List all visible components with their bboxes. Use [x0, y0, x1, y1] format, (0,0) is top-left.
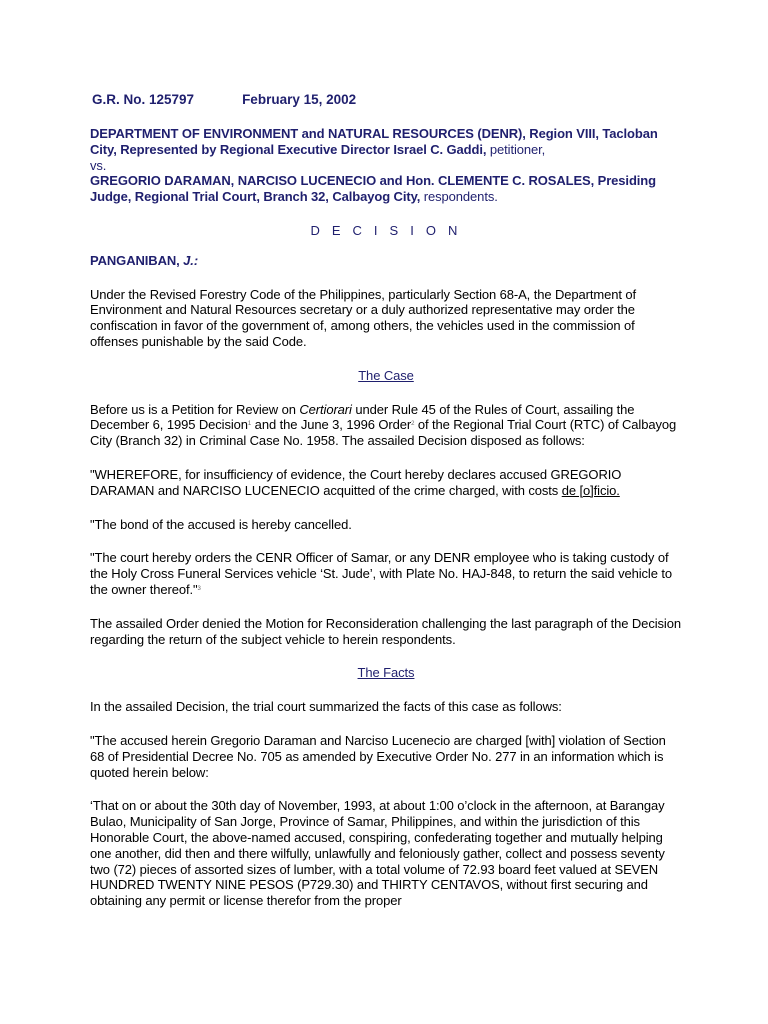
petitioner-name: DEPARTMENT OF ENVIRONMENT and NATURAL RESOURCES (DENR), Region VIII, Tacloban City, Represented by Regional Executive Director Israel C. Gaddi, — [90, 126, 658, 157]
case-text-1: Before us is a Petition for Review on — [90, 401, 300, 417]
order-paragraph: The assailed Order denied the Motion for Reconsideration challenging the last paragraph of the Decision regarding the return of the subject vehicle to herein respondents. — [90, 615, 681, 647]
facts-information: ‘That on or about the 30th day of November, 1993, at about 1:00 o’clock in the afternoon, at Barangay Bulao, Municipality of San Jorge, Province of Samar, Philippines, and within the jurisdiction of this Honorable Court, the above-named accused, conspiring, confederating together and mutually helping one another, did then and there wilfully, unlawfully and feloniously gather, collect and possess seventy two (72) pieces of assorted sizes of lumber, with a total volume of 72.93 board feet valued at SEVEN HUNDRED TWENTY NINE PESOS (P729.30) and THIRTY CENTAVOS, without first securing and obtaining any permit or license therefor from the proper — [90, 798, 665, 909]
ponente-suffix: J.: — [183, 252, 199, 268]
ponente — [90, 253, 682, 269]
quote-wherefore — [90, 467, 682, 499]
facts-intro: In the assailed Decision, the trial court summarized the facts of this case as follows: — [90, 699, 562, 715]
decision-title: D E C I S I O N — [310, 222, 462, 238]
versus-label: vs. — [90, 157, 107, 173]
gr-number: G.R. No. 125797 — [92, 92, 195, 107]
document-body — [90, 126, 682, 909]
case-paragraph — [90, 402, 682, 449]
petitioner-role: petitioner, — [486, 141, 546, 157]
case-text-3: and the June 3, 1996 Order — [251, 417, 412, 433]
decision-date: February 15, 2002 — [242, 92, 357, 107]
petitioner-block — [90, 126, 682, 205]
intro-paragraph: Under the Revised Forestry Code of the Philippines, particularly Section 68-A, the Department of Environment and Natural Resources secretary or a duly authorized representative may order the confiscation in favor of the government of, among others, the vehicles used in the commission of offenses punishable by the said Code. — [90, 286, 637, 349]
quote-bond: "The bond of the accused is hereby cancelled. — [90, 516, 352, 532]
quote-cenr — [90, 550, 682, 597]
quote-wherefore-text: "WHEREFORE, for insufficiency of evidence, the Court hereby declares accused GREGORIO DARAMAN and NARCISO LUCENECIO acquitted of the crime charged, with costs — [90, 466, 622, 498]
quote-cenr-text: "The court hereby orders the CENR Officer of Samar, or any DENR employee who is taking custody of the Holy Cross Funeral Services vehicle ‘St. Jude’, with Plate No. HAJ-848, to return the said vehicle to the owner thereof." — [90, 550, 672, 597]
case-heading[interactable]: The Case — [358, 367, 414, 383]
facts-charge: "The accused herein Gregorio Daraman and Narciso Lucenecio are charged [with] violation of Section 68 of Presidential Decree No. 705 as amended by Executive Order No. 277 in an information which is quoted herein below: — [90, 732, 666, 780]
certiorari-italic: Certiorari — [299, 401, 352, 417]
facts-heading[interactable]: The Facts — [357, 665, 415, 681]
respondents-role: respondents. — [420, 189, 498, 205]
footnote-3[interactable]: 3 — [197, 585, 201, 592]
footnote-2[interactable]: 2 — [411, 421, 415, 428]
case-caption — [92, 92, 356, 107]
respondents-name: GREGORIO DARAMAN, NARCISO LUCENECIO and Hon. CLEMENTE C. ROSALES, Presiding Judge, Regional Trial Court, Branch 32, Calbayog City, — [90, 173, 656, 205]
case-text-2: under Rule 45 of the Rules of Court, assailing the December 6, 1995 Decision — [90, 401, 635, 433]
case-text-4: of the Regional Trial Court (RTC) of Calbayog City (Branch 32) in Criminal Case No. 1958. The assailed Decision disposed as follows: — [90, 417, 677, 449]
footnote-1[interactable]: 1 — [247, 421, 252, 428]
de-oficio-link[interactable]: de [o]ficio. — [561, 482, 620, 498]
ponente-name: PANGANIBAN, — [90, 252, 184, 268]
